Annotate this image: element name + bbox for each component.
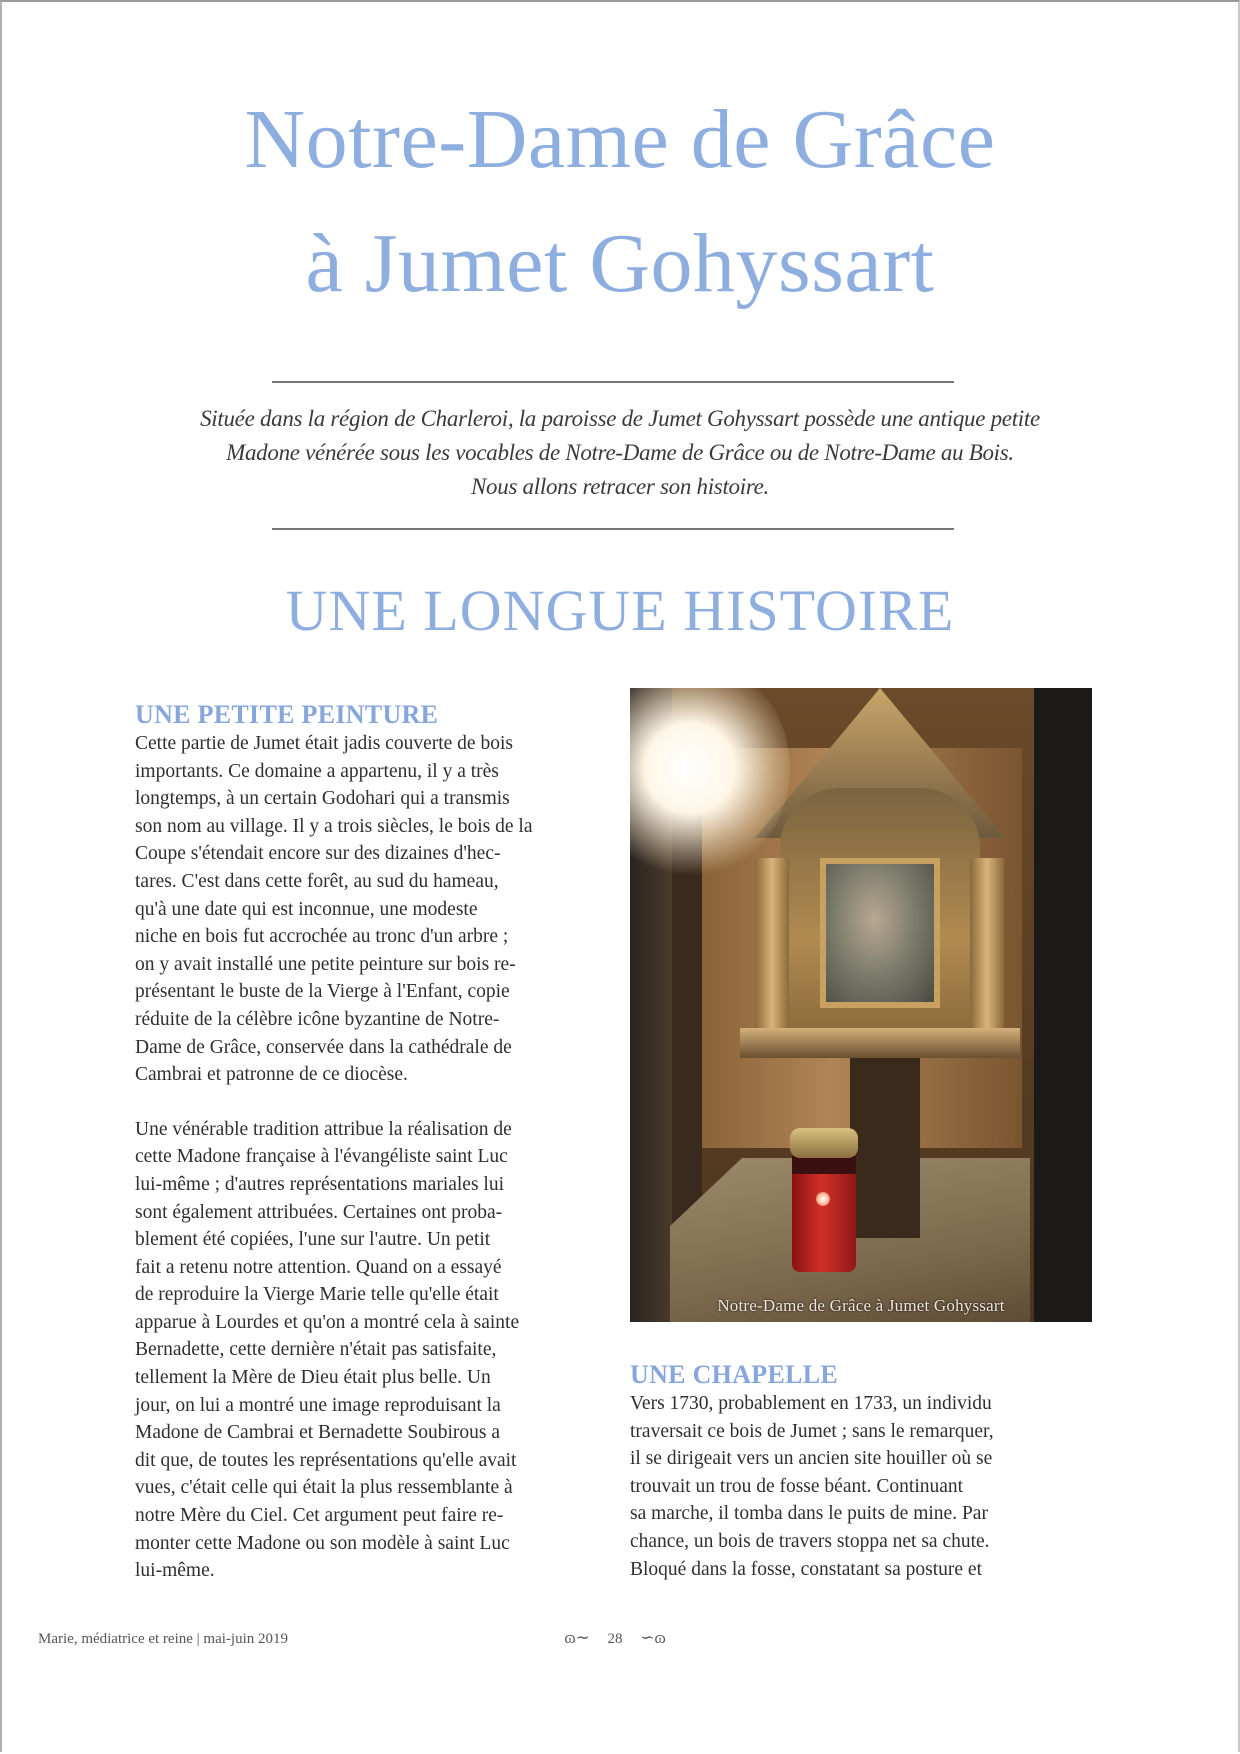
text-line: dit que, de toutes les représentations qu'elle avait: [135, 1449, 517, 1471]
madonna-icon-painting: [820, 858, 940, 1008]
text-line: Madone de Cambrai et Bernadette Soubirous a: [135, 1422, 500, 1444]
text-line: Bloqué dans la fosse, constatant sa posture et: [630, 1558, 982, 1580]
article-title-line-2: à Jumet Gohyssart: [305, 217, 935, 310]
text-line: lui-même.: [135, 1560, 215, 1582]
text-line: jour, on lui a montré une image reproduisant la: [135, 1394, 501, 1416]
ornament-left-icon: ɷ∼: [564, 1628, 590, 1647]
text-line: Coupe s'étendait encore sur des dizaines d'hec-: [135, 843, 501, 865]
text-line: Bernadette, cette dernière n'était pas satisfaite,: [135, 1339, 497, 1361]
ornament-right-icon: ∽ɷ: [640, 1628, 666, 1647]
text-line: Vers 1730, probablement en 1733, un individu: [630, 1393, 992, 1414]
footer-publication: Marie, médiatrice et reine | mai-juin 2019: [38, 1631, 288, 1647]
text-line: qu'à une date qui est inconnue, une modeste: [135, 898, 478, 920]
text-line: apparue à Lourdes et qu'on a montré cela à sainte: [135, 1311, 520, 1333]
text-line: présentant le buste de la Vierge à l'Enfant, copie: [135, 981, 510, 1003]
text-line: tellement la Mère de Dieu était plus belle. Un: [135, 1367, 491, 1389]
divider-top: [272, 381, 954, 383]
paragraph-1: [135, 730, 595, 1089]
text-line: monter cette Madone ou son modèle à saint Luc: [135, 1532, 510, 1554]
article-title-line-1: Notre-Dame de Grâce: [244, 93, 996, 186]
photo-caption: Notre-Dame de Grâce à Jumet Gohyssart: [717, 1296, 1005, 1315]
text-line: Une vénérable tradition attribue la réalisation de: [135, 1118, 512, 1140]
text-line: blement été copiées, l'une sur l'autre. Un petit: [135, 1229, 491, 1251]
divider-bottom: [272, 528, 954, 530]
text-line: notre Mère du Ciel. Cet argument peut faire re-: [135, 1505, 504, 1527]
text-line: tares. C'est dans cette forêt, au sud du hameau,: [135, 870, 499, 892]
text-line: longtemps, à un certain Godohari qui a transmis: [135, 788, 510, 810]
intro-line: Madone vénérée sous les vocables de Notre-Dame de Grâce ou de Notre-Dame au Bois.: [226, 440, 1014, 465]
text-line: Dame de Grâce, conservée dans la cathédrale de: [135, 1036, 512, 1058]
text-line: trouvait un trou de fosse béant. Continuant: [630, 1475, 964, 1497]
text-line: vues, c'était celle qui était la plus ressemblante à: [135, 1477, 513, 1499]
shrine-photo: [630, 688, 1092, 1322]
subheading-petite-peinture: UNE PETITE PEINTURE: [135, 700, 439, 729]
text-line: son nom au village. Il y a trois siècles, le bois de la: [135, 815, 533, 837]
text-line: Cambrai et patronne de ce diocèse.: [135, 1064, 408, 1086]
text-line: niche en bois fut accrochée au tronc d'un arbre ;: [135, 926, 509, 948]
text-line: de reproduire la Vierge Marie telle qu'elle était: [135, 1284, 499, 1306]
page-number: 28: [607, 1631, 623, 1647]
intro-line: Nous allons retracer son histoire.: [471, 474, 769, 499]
text-line: traversait ce bois de Jumet ; sans le remarquer,: [630, 1420, 994, 1442]
paragraph-2: [135, 1116, 595, 1585]
text-line: on y avait installé une petite peinture sur bois re-: [135, 953, 516, 975]
text-line: chance, un bois de travers stoppa net sa chute.: [630, 1530, 990, 1552]
paragraph-chapelle: [630, 1390, 1092, 1583]
subheading-chapelle: UNE CHAPELLE: [630, 1360, 839, 1389]
section-title: UNE LONGUE HISTOIRE: [285, 578, 955, 643]
text-line: cette Madone française à l'évangéliste saint Luc: [135, 1146, 508, 1168]
text-line: il se dirigeait vers un ancien site houiller où se: [630, 1448, 993, 1470]
left-column: [135, 700, 595, 1585]
footer-page-number-block: [540, 1628, 690, 1648]
text-line: fait a retenu notre attention. Quand on a essayé: [135, 1256, 502, 1278]
right-column: [630, 688, 1092, 1583]
text-line: lui-même ; d'autres représentations mariales lui: [135, 1173, 505, 1195]
text-line: Cette partie de Jumet était jadis couverte de bois: [135, 733, 513, 754]
text-line: importants. Ce domaine a appartenu, il y a très: [135, 760, 499, 782]
text-line: sa marche, il tomba dans le puits de mine. Par: [630, 1503, 988, 1525]
text-line: réduite de la célèbre icône byzantine de Notre-: [135, 1008, 500, 1030]
intro-line: Située dans la région de Charleroi, la paroisse de Jumet Gohyssart possède une antique petite: [200, 406, 1040, 431]
intro-paragraph: [120, 402, 1120, 504]
text-line: sont également attribuées. Certaines ont proba-: [135, 1201, 503, 1223]
